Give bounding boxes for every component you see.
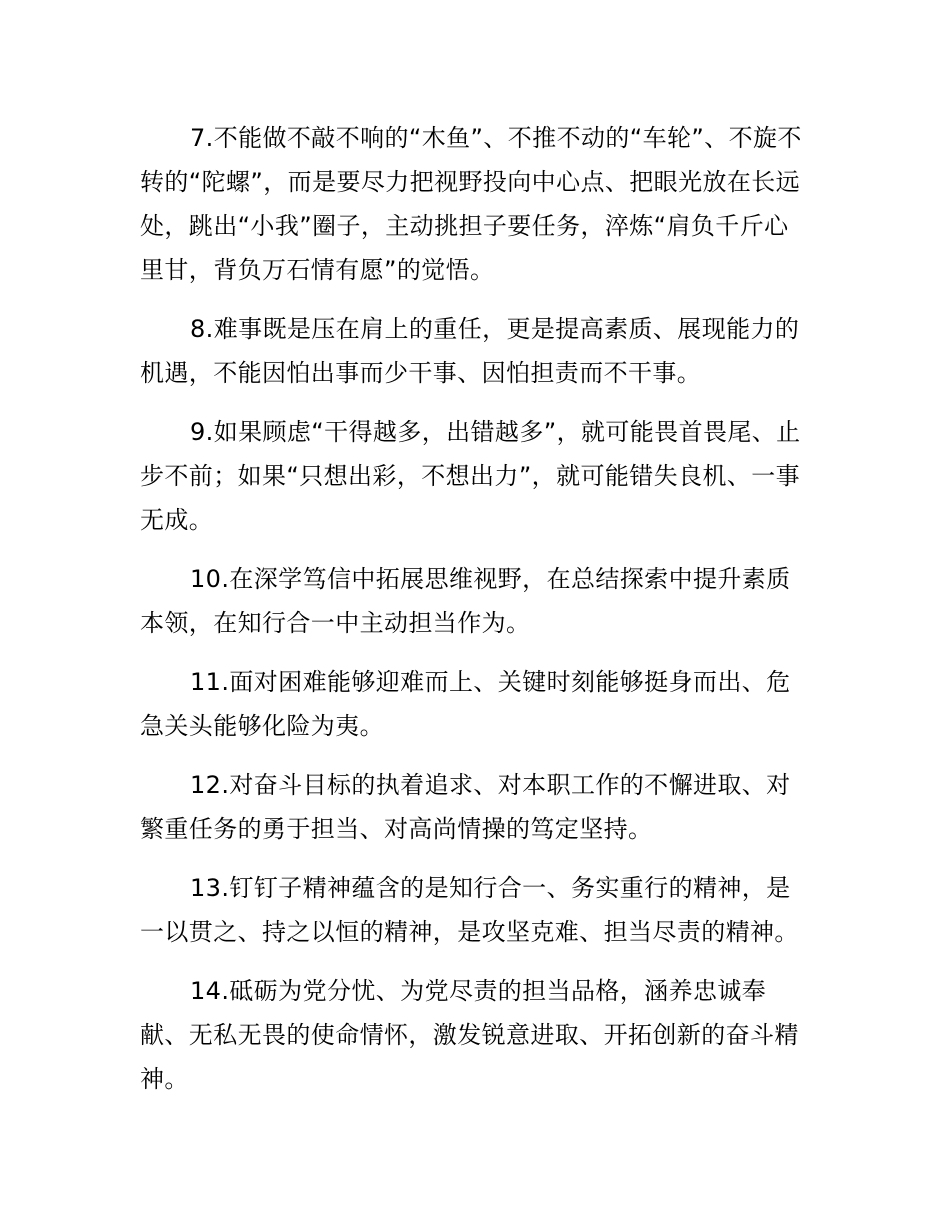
- paragraph-12: 12.对奋斗目标的执着追求、对本职工作的不懈进取、对繁重任务的勇于担当、对高尚情操的笃定坚持。: [140, 771, 791, 843]
- paragraph-14: 14.砥砺为党分忧、为党尽责的担当品格，涵养忠诚奉献、无私无畏的使命情怀，激发锐意进取、开拓创新的奋斗精神。: [140, 977, 799, 1093]
- paragraph-11: 11.面对困难能够迎难而上、关键时刻能够挺身而出、危急关头能够化险为夷。: [140, 668, 791, 740]
- paragraph-9: 9.如果顾虑“干得越多，出错越多”，就可能畏首畏尾、止步不前；如果“只想出彩，不想出力”，就可能错失良机、一事无成。: [140, 418, 801, 534]
- paragraph-10: 10.在深学笃信中拓展思维视野，在总结探索中提升素质本领，在知行合一中主动担当作为。: [140, 565, 791, 637]
- paragraph-13: 13.钉钉子精神蕴含的是知行合一、务实重行的精神，是一以贯之、持之以恒的精神，是攻坚克难、担当尽责的精神。: [140, 874, 799, 946]
- paragraph-8: 8.难事既是压在肩上的重任，更是提高素质、展现能力的机遇，不能因怕出事而少干事、因怕担责而不干事。: [140, 315, 800, 387]
- document-body: [140, 116, 812, 1116]
- paragraph-7: 7.不能做不敲不响的“木鱼”、不推不动的“车轮”、不旋不转的“陀螺”，而是要尽力把视野投向中心点、把眼光放在长远处，跳出“小我”圈子，主动挑担子要任务，淬炼“肩负千斤心里甘，背负万石情有愿”的觉悟。: [140, 124, 802, 284]
